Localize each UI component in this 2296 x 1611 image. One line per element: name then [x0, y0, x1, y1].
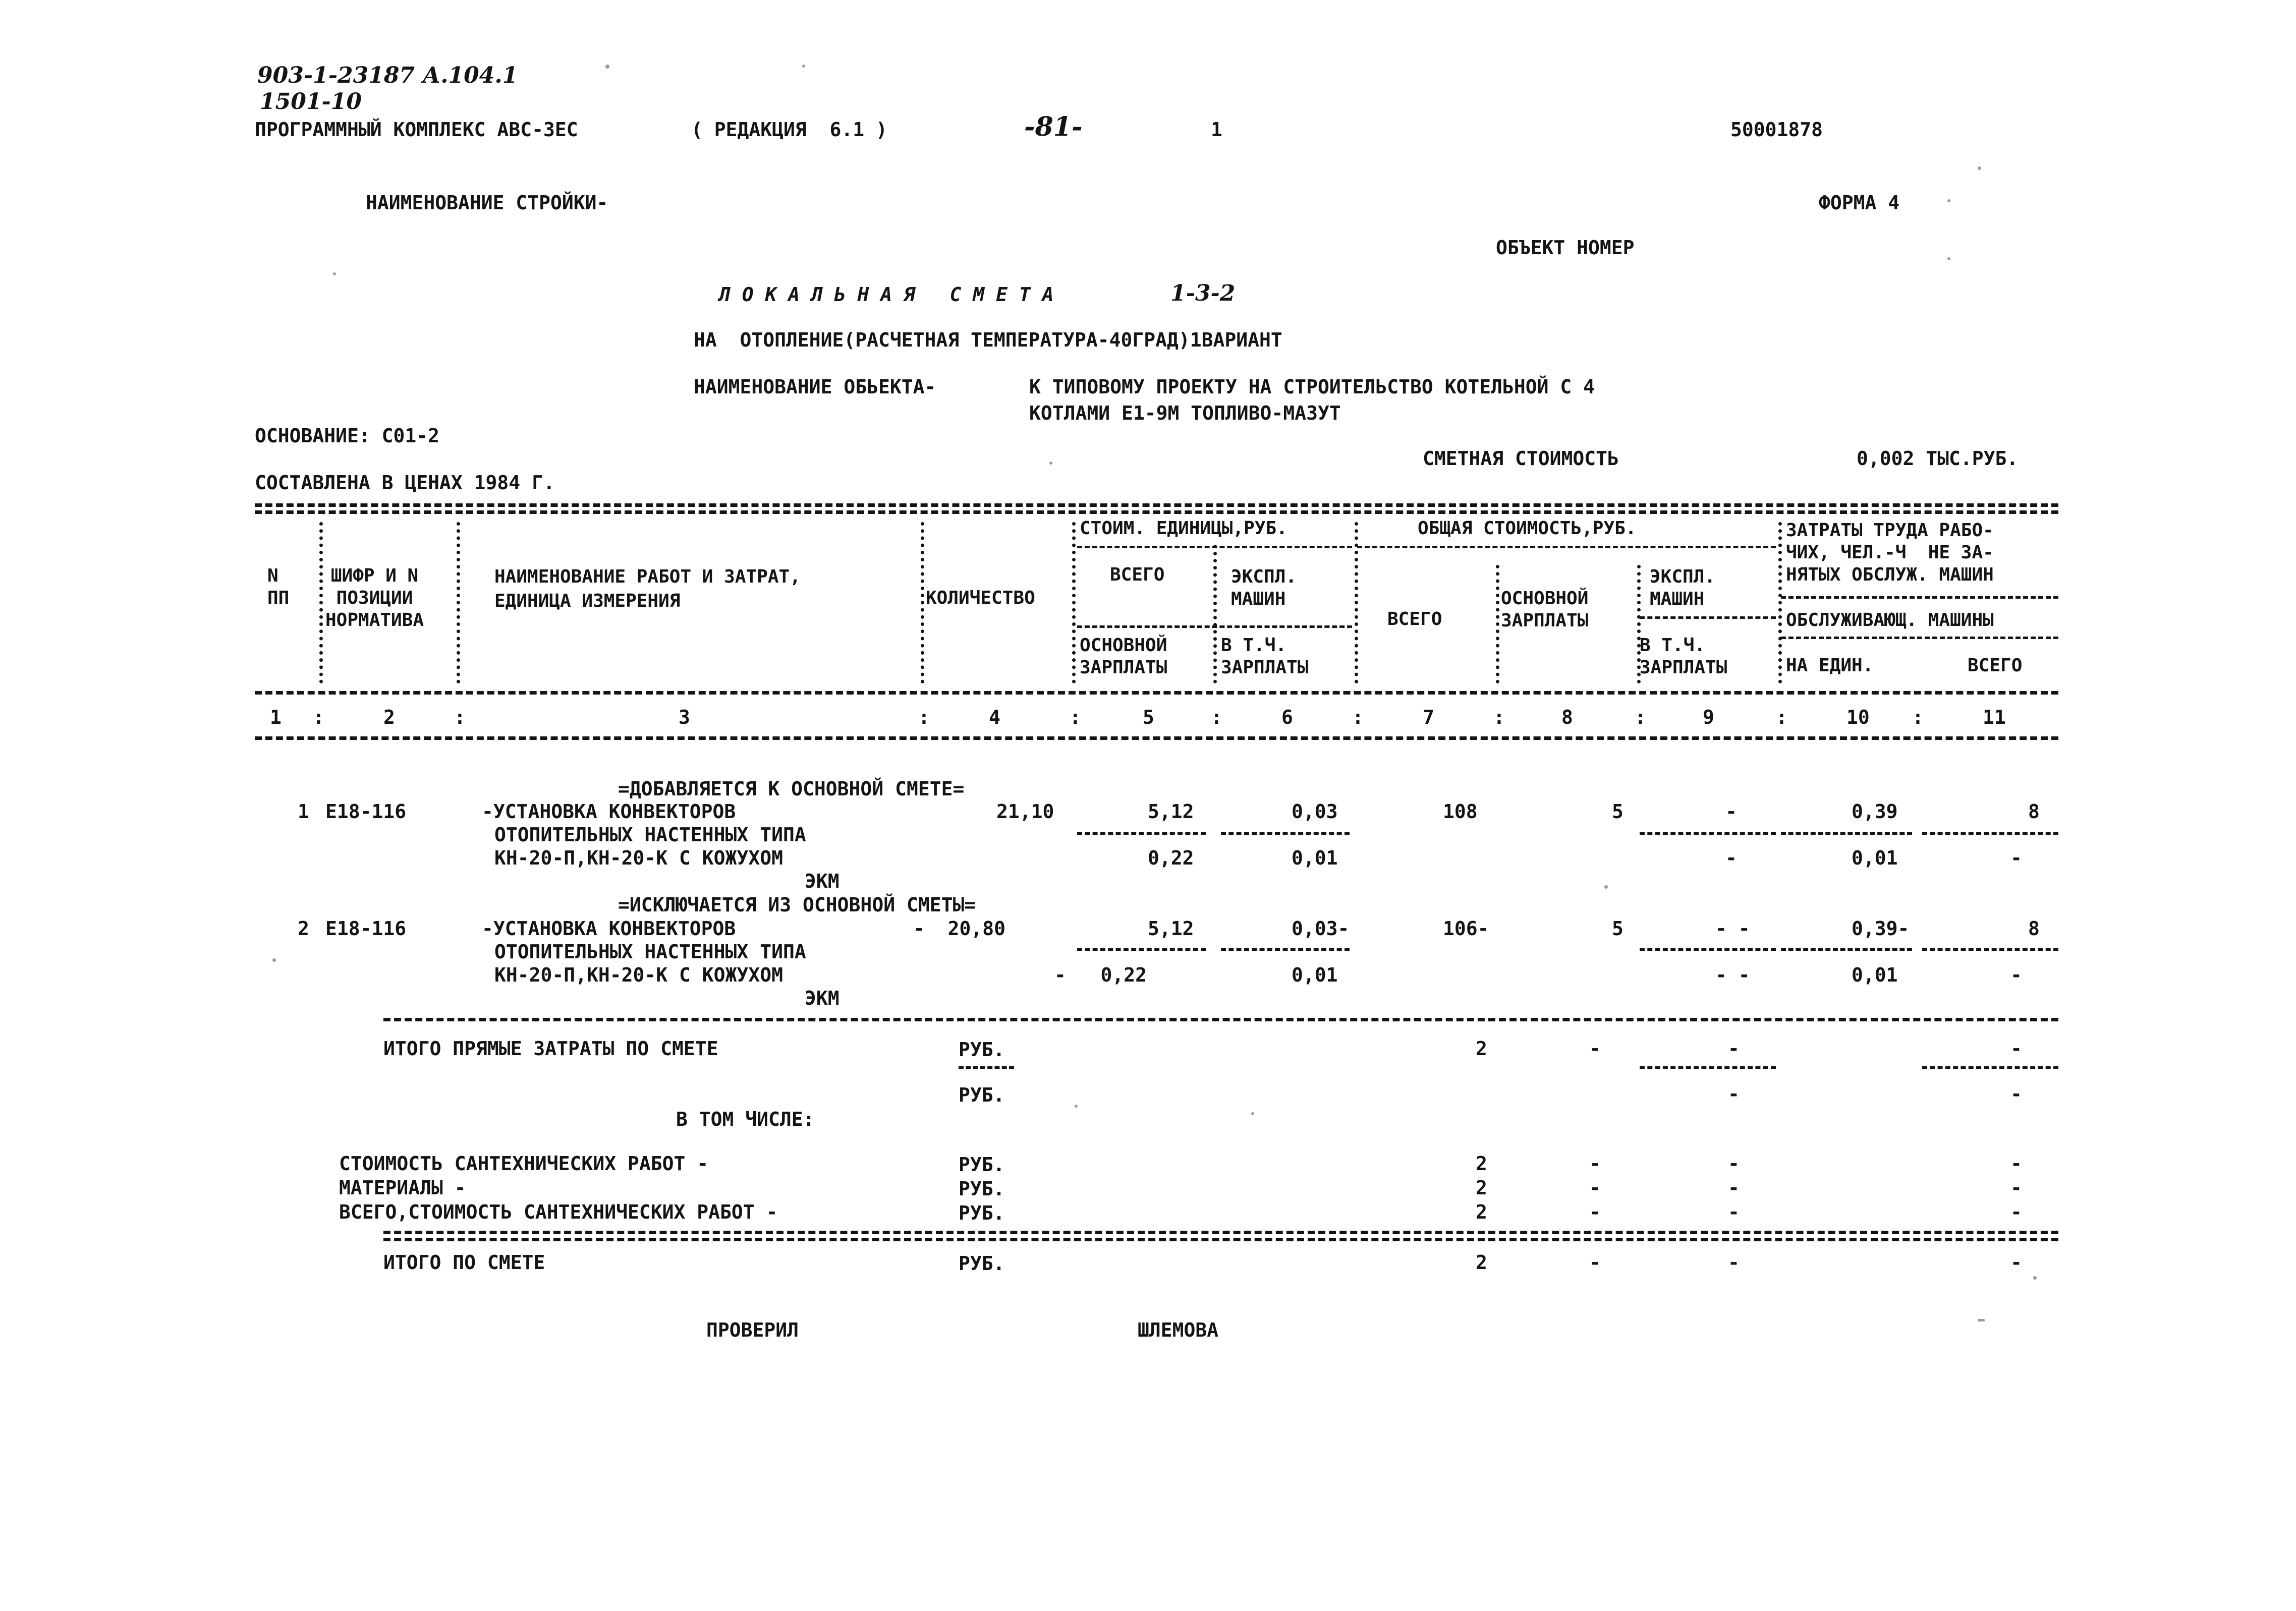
scan-speck	[2033, 1276, 2037, 1280]
col-sep-3	[921, 522, 924, 683]
row1-unit-osn: 0,22	[1148, 847, 1194, 869]
scan-speck	[272, 958, 276, 962]
page-number: 1	[1211, 119, 1222, 141]
row1-labor-unit: 0,39	[1852, 800, 1898, 823]
row1-rule-c	[1640, 832, 1776, 835]
row2-unit-total: 5,12	[1148, 917, 1194, 940]
col-sep-7	[1496, 565, 1499, 683]
smeta-number: 1-3-2	[1170, 280, 1236, 306]
row1-rule-b	[1221, 832, 1350, 835]
itogo-dash-2: -	[1728, 1251, 1740, 1274]
object-name-label: НАИМЕНОВАНИЕ ОБЬЕКТА-	[694, 376, 936, 398]
direct-costs-value: 2	[1476, 1038, 1487, 1060]
scan-speck	[1947, 199, 1950, 202]
itogo-dash-1: -	[1589, 1251, 1601, 1274]
totals-rule-2	[383, 1238, 2058, 1241]
row2-total-osn: 5	[1612, 917, 1623, 940]
col-number-5: 5	[1143, 706, 1154, 728]
col-sep-5	[1213, 545, 1217, 683]
scan-speck	[1978, 166, 1981, 170]
direct-costs-label: ИТОГО ПРЯМЫЕ ЗАТРАТЫ ПО СМЕТЕ	[383, 1038, 718, 1060]
row1-rule-a	[1077, 832, 1206, 835]
table-top-rule	[255, 503, 2058, 507]
row2-total-vtch: - -	[1715, 964, 1750, 986]
direct-costs-vtch: -	[1728, 1083, 1740, 1105]
row1-unit-expl: 0,03	[1292, 800, 1338, 823]
v-tom-chisle: В ТОМ ЧИСЛЕ:	[676, 1108, 815, 1130]
row1-rule-d	[1781, 832, 1912, 835]
stamp-line-2: 1501-10	[260, 89, 362, 114]
header-rule	[255, 691, 2058, 695]
col-number-2: 2	[383, 706, 395, 728]
forma-label: ФОРМА 4	[1819, 192, 1900, 214]
price-base: СОСТАВЛЕНА В ЦЕНАХ 1984 Г.	[255, 472, 555, 494]
vsego-santeh-dash-3: -	[2010, 1201, 2022, 1223]
santeh-dash-3: -	[2010, 1153, 2022, 1175]
col-number-11: 11	[1983, 706, 2006, 728]
itogo-label: ИТОГО ПО СМЕТЕ	[383, 1251, 545, 1274]
row1-labor-total: 8	[2028, 800, 2040, 823]
vsego-santeh-label: ВСЕГО,СТОИМОСТЬ САНТЕХНИЧЕСКИХ РАБОТ -	[339, 1201, 778, 1223]
estimated-cost-label: СМЕТНАЯ СТОИМОСТЬ	[1423, 447, 1619, 470]
row2-quantity: - 20,80	[913, 917, 1006, 940]
smeta-title: Л О К А Л Ь Н А Я С М Е Т А	[719, 283, 1054, 306]
th-name: НАИМЕНОВАНИЕ РАБОТ И ЗАТРАТ, ЕДИНИЦА ИЗМЕРЕНИЯ	[494, 566, 801, 611]
vsego-santeh-dash-1: -	[1589, 1201, 1601, 1223]
th-code: ШИФР И N ПОЗИЦИИ НОРМАТИВА	[325, 565, 424, 630]
row1-unit: ЭКМ	[805, 870, 839, 892]
direct-rule-c	[1922, 1066, 2058, 1069]
row2-rule-a	[1077, 948, 1206, 951]
th-labor-unit: НА ЕДИН.	[1786, 655, 1874, 676]
th-num: N ПП	[267, 565, 290, 608]
col-number-7: 7	[1423, 706, 1434, 728]
itogo-value: 2	[1476, 1251, 1487, 1274]
col-sep-9	[1778, 522, 1782, 683]
th-total-rule	[1357, 546, 1776, 548]
row2-labor-total: 8	[2028, 917, 2040, 940]
col-number-4: 4	[989, 706, 1000, 728]
th-total-rule-2	[1640, 616, 1776, 619]
col-number-8: 8	[1561, 706, 1573, 728]
direct-costs-osn: -	[1589, 1038, 1601, 1060]
th-unit-osn: ОСНОВНОЙ ЗАРПЛАТЫ	[1080, 635, 1167, 678]
row2-labor-unit: 0,39-	[1852, 917, 1910, 940]
santeh-label: СТОИМОСТЬ САНТЕХНИЧЕСКИХ РАБОТ -	[339, 1153, 709, 1175]
col-number-10: 10	[1846, 706, 1870, 728]
materials-dash-3: -	[2010, 1177, 2022, 1199]
scan-speck	[1075, 1105, 1078, 1108]
row1-labor-unit-2: 0,01	[1852, 847, 1898, 869]
th-total-all: ВСЕГО	[1387, 609, 1442, 629]
scan-speck	[802, 65, 805, 68]
row2-name-1: -УСТАНОВКА КОНВЕКТОРОВ	[482, 917, 736, 940]
row1-total: 108	[1443, 800, 1478, 823]
direct-rule-a	[959, 1066, 1014, 1069]
th-total-expl: ЭКСПЛ. МАШИН	[1650, 566, 1716, 609]
stroyka-label: НАИМЕНОВАНИЕ СТРОЙКИ-	[366, 192, 608, 214]
th-unit-all: ВСЕГО	[1110, 564, 1165, 585]
scan-speck	[1251, 1112, 1254, 1115]
row2-rule-c	[1640, 948, 1776, 951]
row2-unit-expl: 0,03-	[1292, 917, 1350, 940]
scan-speck	[1947, 257, 1950, 260]
materials-unit: РУБ.	[959, 1178, 1005, 1200]
rows-end-rule	[383, 1018, 2058, 1021]
th-total-cost: ОБЩАЯ СТОИМОСТЬ,РУБ.	[1418, 518, 1637, 539]
th-quantity: КОЛИЧЕСТВО	[926, 588, 1035, 608]
th-labor-rule-2	[1781, 637, 2058, 639]
col-sep-4	[1072, 522, 1076, 683]
row2-name-2: ОТОПИТЕЛЬНЫХ НАСТЕННЫХ ТИПА	[494, 941, 806, 963]
scan-speck	[333, 272, 336, 275]
row2-total-expl: - -	[1715, 917, 1750, 940]
th-total-osn: ОСНОВНОЙ ЗАРПЛАТЫ	[1501, 588, 1589, 631]
th-total-vtch: В Т.Ч. ЗАРПЛАТЫ	[1640, 635, 1727, 678]
osnovanie: ОСНОВАНИЕ: С01-2	[255, 425, 440, 447]
row2-code: Е18-116	[325, 917, 407, 940]
row1-code: Е18-116	[325, 800, 407, 823]
row1-unit-total: 5,12	[1148, 800, 1194, 823]
th-unit-cost: СТОИМ. ЕДИНИЦЫ,РУБ.	[1080, 518, 1287, 539]
row2-note: =ИСКЛЮЧАЕТСЯ ИЗ ОСНОВНОЙ СМЕТЫ=	[618, 894, 976, 916]
row2-rule-b	[1221, 948, 1350, 951]
table-top-rule-2	[255, 510, 2058, 514]
program-label: ПРОГРАММНЫЙ КОМПЛЕКС АВС-3ЕС	[255, 119, 578, 141]
direct-costs-expl: -	[1728, 1038, 1740, 1060]
scan-speck	[1978, 1319, 1985, 1321]
row2-unit-osn: - 0,22	[1054, 964, 1147, 986]
th-unit-rule	[1077, 546, 1352, 548]
row1-name-3: КН-20-П,КН-20-К С КОЖУХОМ	[494, 847, 783, 869]
row2-labor-unit-2: 0,01	[1852, 964, 1898, 986]
th-labor: ЗАТРАТЫ ТРУДА РАБО- ЧИХ, ЧЕЛ.-Ч НЕ ЗА- НЯТЫХ ОБСЛУЖ. МАШИН	[1786, 520, 1994, 585]
santeh-value: 2	[1476, 1153, 1487, 1175]
col-number-3: 3	[679, 706, 690, 728]
page-mark: -81-	[1024, 111, 1083, 142]
estimated-cost-value: 0,002 ТЫС.РУБ.	[1857, 447, 2019, 470]
row2-rule-d	[1781, 948, 1912, 951]
itogo-unit: РУБ.	[959, 1252, 1005, 1275]
row2-name-3: КН-20-П,КН-20-К С КОЖУХОМ	[494, 964, 783, 986]
object-number-label: ОБЪЕКТ НОМЕР	[1496, 237, 1635, 259]
row1-rule-e	[1922, 832, 2058, 835]
row2-rule-e	[1922, 948, 2058, 951]
scan-speck	[1604, 885, 1608, 889]
materials-dash-1: -	[1589, 1177, 1601, 1199]
th-labor-total: ВСЕГО	[1968, 655, 2023, 676]
row2-total: 106-	[1443, 917, 1489, 940]
row1-name-1: -УСТАНОВКА КОНВЕКТОРОВ	[482, 800, 736, 823]
checked-name: ШЛЕМОВА	[1138, 1319, 1219, 1341]
totals-rule	[383, 1231, 2058, 1234]
document-code: 50001878	[1730, 119, 1823, 141]
row2-unit-vtch: 0,01	[1292, 964, 1338, 986]
col-sep-1	[319, 522, 323, 683]
row1-unit-vtch: 0,01	[1292, 847, 1338, 869]
column-numbers-rule	[255, 736, 2058, 740]
smeta-subject: НА ОТОПЛЕНИЕ(РАСЧЕТНАЯ ТЕМПЕРАТУРА-40ГРАД)1ВАРИАНТ	[694, 329, 1282, 351]
direct-costs-labor-2: -	[2010, 1083, 2022, 1105]
scan-speck	[605, 65, 609, 69]
direct-costs-unit-2: РУБ.	[959, 1084, 1005, 1106]
col-sep-2	[457, 522, 460, 683]
row2-labor-total-2: -	[2010, 964, 2022, 986]
row1-name-2: ОТОПИТЕЛЬНЫХ НАСТЕННЫХ ТИПА	[494, 824, 806, 846]
object-name-line-1: К ТИПОВОМУ ПРОЕКТУ НА СТРОИТЕЛЬСТВО КОТЕЛЬНОЙ С 4	[1029, 376, 1595, 398]
row1-total-osn: 5	[1612, 800, 1623, 823]
santeh-unit: РУБ.	[959, 1154, 1005, 1176]
santeh-dash-1: -	[1589, 1153, 1601, 1175]
row1-note: =ДОБАВЛЯЕТСЯ К ОСНОВНОЙ СМЕТЕ=	[618, 778, 965, 800]
direct-costs-labor: -	[2010, 1038, 2022, 1060]
col-number-9: 9	[1703, 706, 1714, 728]
direct-costs-unit: РУБ.	[959, 1039, 1005, 1061]
vsego-santeh-dash-2: -	[1728, 1201, 1740, 1223]
th-labor-rule	[1781, 596, 2058, 599]
col-number-1: 1	[270, 706, 282, 728]
row2-unit: ЭКМ	[805, 987, 839, 1009]
stamp-line-1: 903-1-23187 А.104.1	[257, 63, 518, 88]
th-unit-expl: ЭКСПЛ. МАШИН	[1231, 566, 1297, 609]
materials-dash-2: -	[1728, 1177, 1740, 1199]
itogo-dash-3: -	[2010, 1251, 2022, 1274]
row2-num: 2	[298, 917, 309, 940]
santeh-dash-2: -	[1728, 1153, 1740, 1175]
col-number-6: 6	[1281, 706, 1293, 728]
th-labor-sub: ОБСЛУЖИВАЮЩ. МАШИНЫ	[1786, 610, 1994, 630]
checked-label: ПРОВЕРИЛ	[706, 1319, 799, 1341]
vsego-santeh-value: 2	[1476, 1201, 1487, 1223]
scan-speck	[1049, 462, 1052, 465]
vsego-santeh-unit: РУБ.	[959, 1202, 1005, 1224]
th-unit-vtch: В Т.Ч. ЗАРПЛАТЫ	[1221, 635, 1309, 678]
row1-num: 1	[298, 800, 309, 823]
row1-quantity: 21,10	[996, 800, 1054, 823]
th-unit-rule-2	[1077, 625, 1352, 628]
object-name-line-2: КОТЛАМИ Е1-9М ТОПЛИВО-МАЗУТ	[1029, 402, 1341, 424]
materials-value: 2	[1476, 1177, 1487, 1199]
row1-total-expl: -	[1725, 800, 1737, 823]
direct-rule-b	[1640, 1066, 1776, 1069]
materials-label: МАТЕРИАЛЫ -	[339, 1177, 466, 1199]
row1-labor-total-2: -	[2010, 847, 2022, 869]
row1-total-vtch: -	[1725, 847, 1737, 869]
edition-label: ( РЕДАКЦИЯ 6.1 )	[691, 119, 887, 141]
